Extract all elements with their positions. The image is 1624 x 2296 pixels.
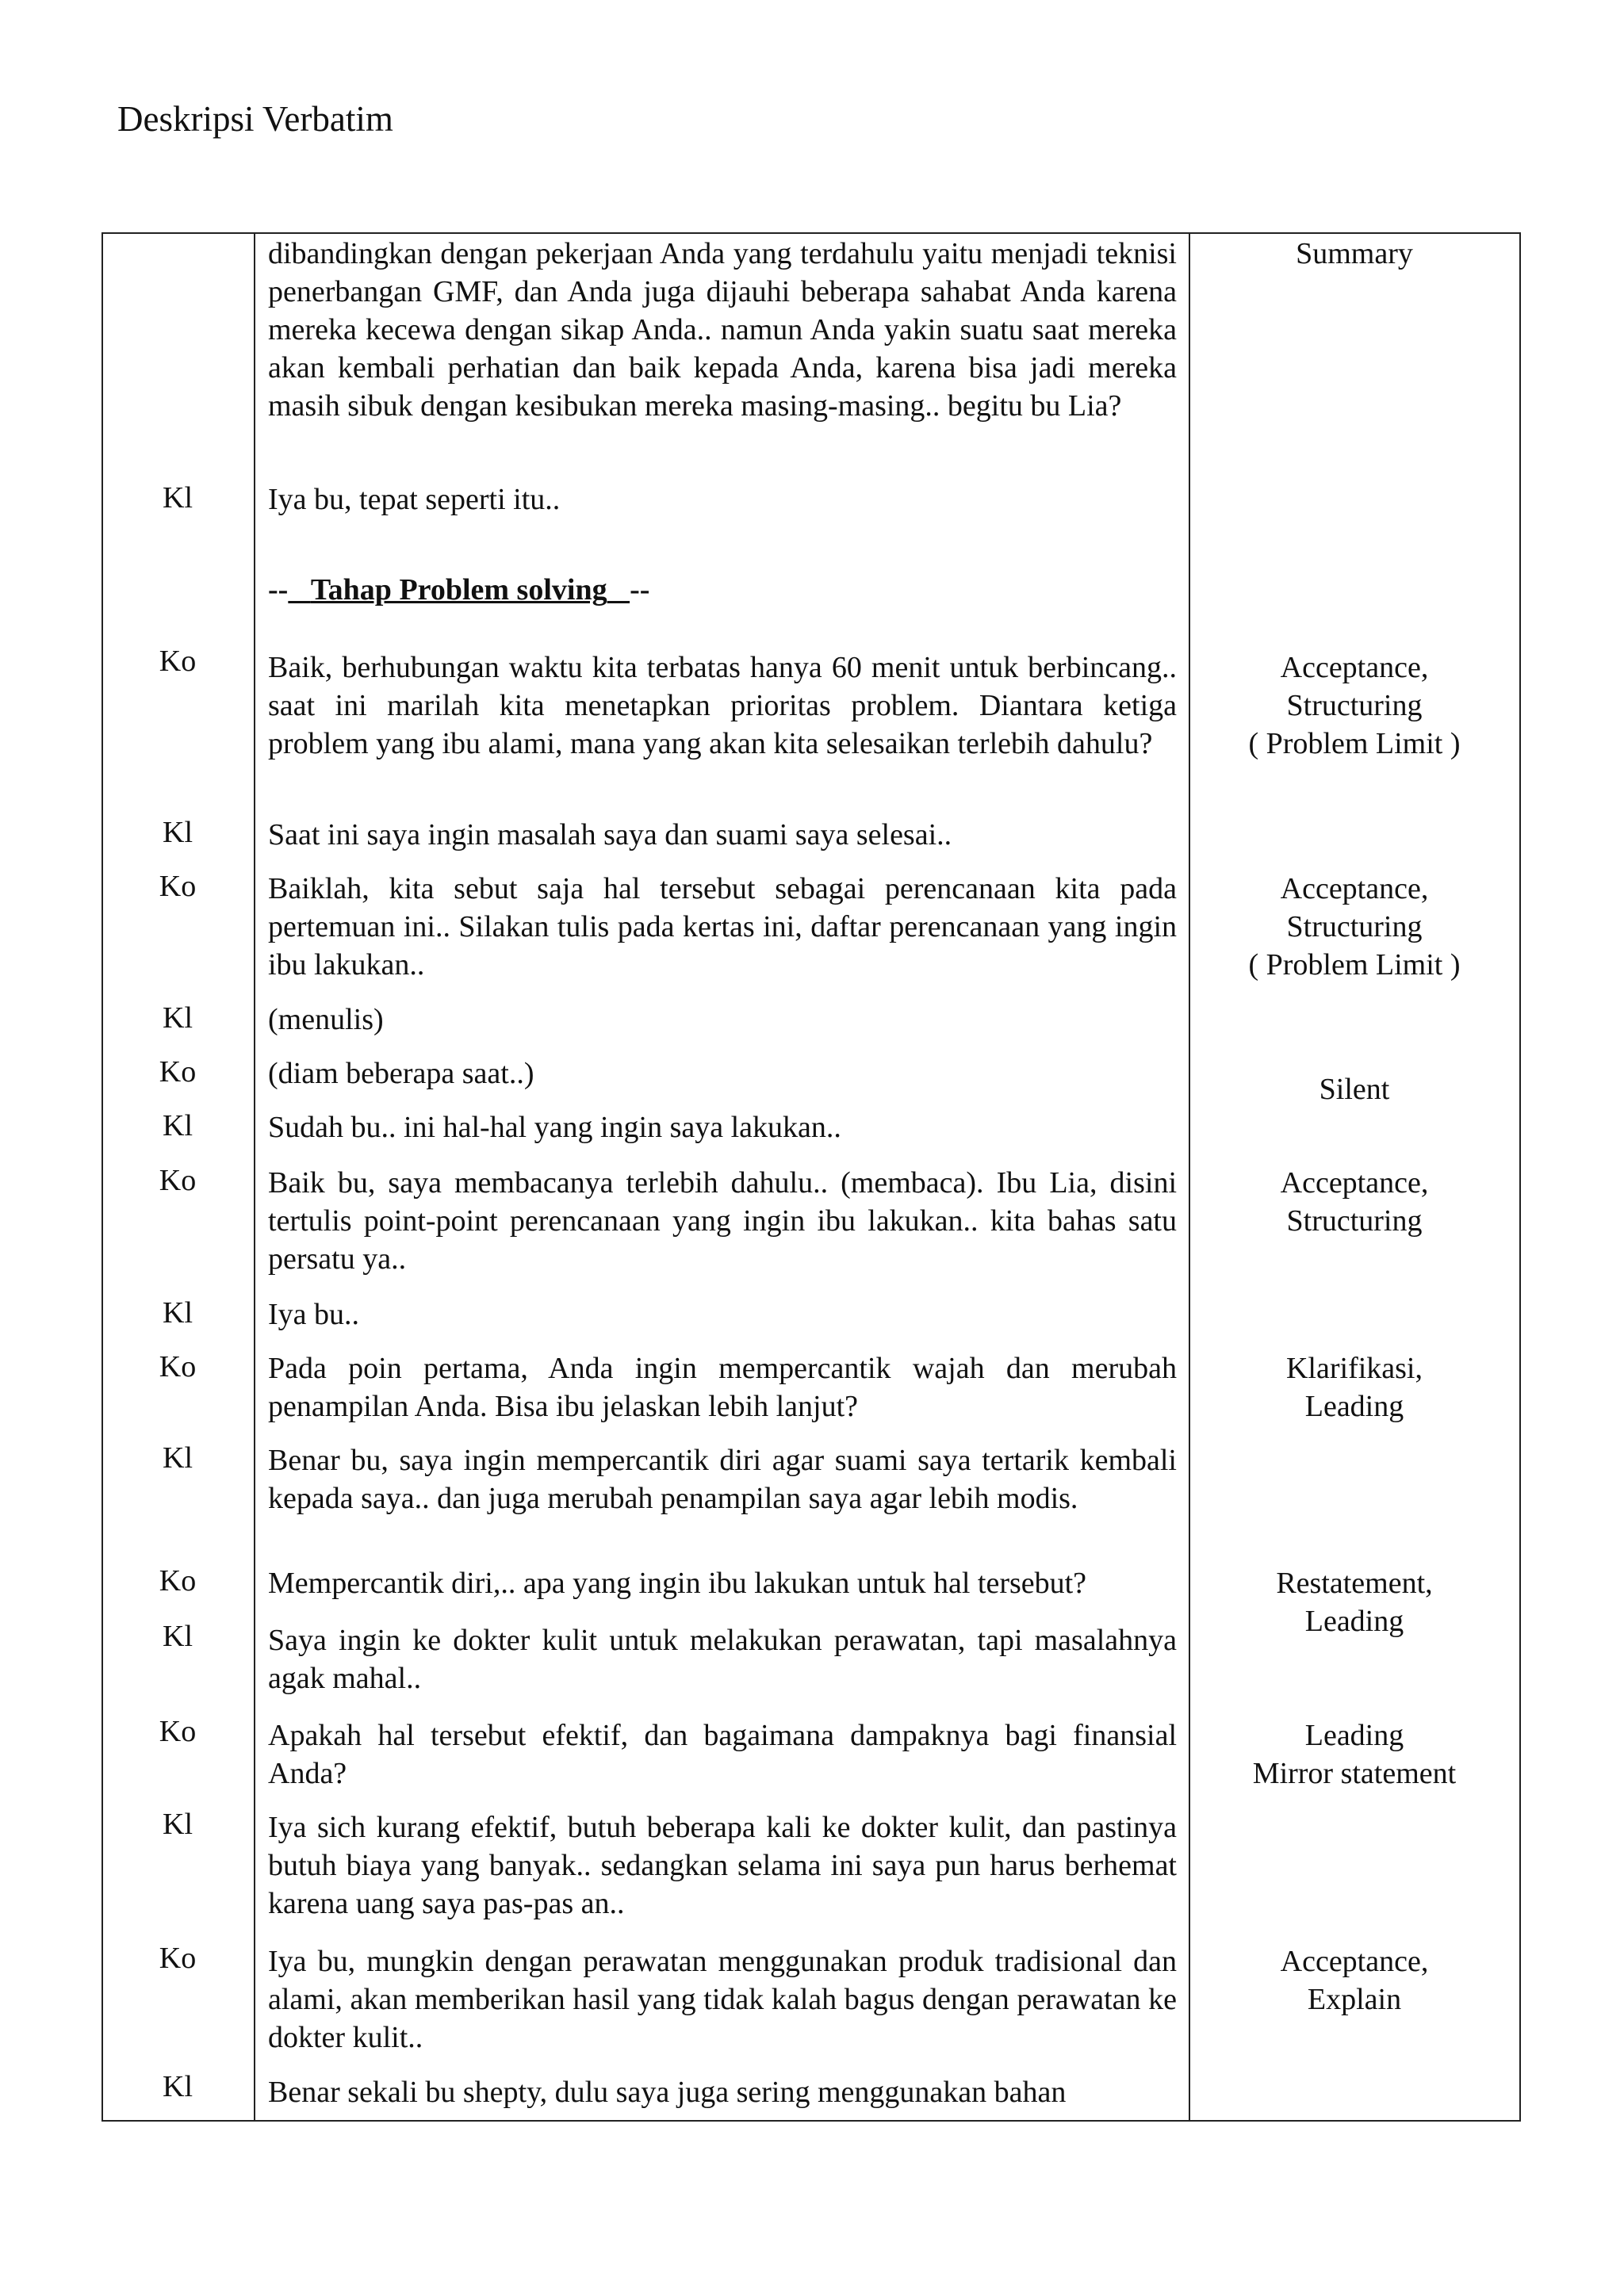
utterance-text: Iya bu.. (268, 1298, 360, 1331)
speaker-label: Kl (163, 2070, 193, 2103)
speaker-label: Ko (159, 1715, 197, 1748)
utterance-text: Baiklah, kita sebut saja hal tersebut sebagai perencanaan kita pada pertemuan ini.. Silakan tulis pada kertas ini, daftar perencanaan yang ingin ibu lakukan.. (268, 872, 1177, 982)
utterance-text: (diam beberapa saat..) (268, 1057, 534, 1090)
speaker-label: Ko (159, 870, 197, 903)
technique-cell: Silent (1319, 1073, 1390, 1106)
speaker-label: Kl (163, 816, 193, 849)
utterance-text: Iya sich kurang efektif, butuh beberapa kali ke dokter kulit, dan pastinya butuh biaya yang banyak.. sedangkan selama ini saya pun harus berhemat karena uang saya pas-pas an.. (268, 1811, 1177, 1920)
speaker-label: Kl (163, 1620, 193, 1653)
speaker-label: Kl (163, 481, 193, 515)
utterance-text: Baik bu, saya membacanya terlebih dahulu.. (membaca). Ibu Lia, disini tertulis point-point perencanaan yang ingin ibu lakukan.. kita bahas satu persatu ya.. (268, 1166, 1177, 1276)
utterance-text: Pada poin pertama, Anda ingin mempercantik wajah dan merubah penampilan Anda. Bisa ibu jelaskan lebih lanjut? (268, 1352, 1177, 1423)
utterance-text: Benar bu, saya ingin mempercantik diri agar suami saya tertarik kembali kepada saya.. dan juga merubah penampilan saya agar lebih modis. (268, 1444, 1177, 1515)
technique-cell: Summary (1296, 237, 1413, 270)
technique-cell: Acceptance, Structuring (1280, 1166, 1429, 1238)
column-divider (254, 234, 255, 2120)
speaker-label: Kl (163, 1109, 193, 1142)
technique-cell: Klarifikasi, Leading (1285, 1352, 1423, 1423)
speaker-label: Ko (159, 645, 197, 678)
utterance-text: Saya ingin ke dokter kulit untuk melakukan perawatan, tapi masalahnya agak mahal.. (268, 1624, 1177, 1695)
speaker-label: Ko (159, 1055, 197, 1089)
speaker-label: Kl (163, 1001, 193, 1035)
utterance-text: Apakah hal tersebut efektif, dan bagaimana dampaknya bagi finansial Anda? (268, 1719, 1177, 1790)
utterance-text: (menulis) (268, 1003, 384, 1036)
speaker-label: Ko (159, 1350, 197, 1383)
speaker-label: Kl (163, 1441, 193, 1475)
technique-cell: Leading Mirror statement (1252, 1719, 1457, 1790)
technique-cell: Acceptance, Structuring ( Problem Limit ) (1248, 872, 1461, 982)
utterance-text: Benar sekali bu shepty, dulu saya juga sering menggunakan bahan (268, 2076, 1067, 2109)
technique-cell: Acceptance, Explain (1280, 1945, 1429, 2016)
utterance-text: Mempercantik diri,.. apa yang ingin ibu lakukan untuk hal tersebut? (268, 1567, 1087, 1600)
utterance-text: Sudah bu.. ini hal-hal yang ingin saya lakukan.. (268, 1111, 841, 1144)
section-heading: -- Tahap Problem solving -- (268, 573, 650, 607)
speaker-label: Kl (163, 1808, 193, 1841)
utterance-text: Iya bu, mungkin dengan perawatan menggunakan produk tradisional dan alami, akan memberikan hasil yang tidak kalah bagus dengan perawatan ke dokter kulit.. (268, 1945, 1177, 2054)
speaker-label: Kl (163, 1296, 193, 1330)
utterance-text: Saat ini saya ingin masalah saya dan suami saya selesai.. (268, 818, 952, 851)
technique-cell: Acceptance, Structuring ( Problem Limit ) (1248, 651, 1461, 760)
page-title: Deskripsi Verbatim (117, 99, 393, 139)
column-divider (1189, 234, 1190, 2120)
speaker-label: Ko (159, 1164, 197, 1197)
speaker-label: Ko (159, 1942, 197, 1975)
utterance-text: Iya bu, tepat seperti itu.. (268, 483, 561, 516)
speaker-label: Ko (159, 1564, 197, 1598)
utterance-text: dibandingkan dengan pekerjaan Anda yang terdahulu yaitu menjadi teknisi penerbangan GMF, dan Anda juga dijauhi beberapa sahabat Anda karena mereka kecewa dengan sikap Anda.. namun Anda yakin suatu saat mereka akan kembali perhatian dan baik kepada Anda, karena bisa jadi mereka masih sibuk dengan kesibukan mereka masing-masing.. begitu bu Lia? (268, 237, 1177, 423)
utterance-text: Baik, berhubungan waktu kita terbatas hanya 60 menit untuk berbincang.. saat ini marilah kita menetapkan prioritas problem. Diantara ketiga problem yang ibu alami, mana yang akan kita selesaikan terlebih dahulu? (268, 651, 1177, 760)
technique-cell: Restatement, Leading (1276, 1567, 1433, 1638)
